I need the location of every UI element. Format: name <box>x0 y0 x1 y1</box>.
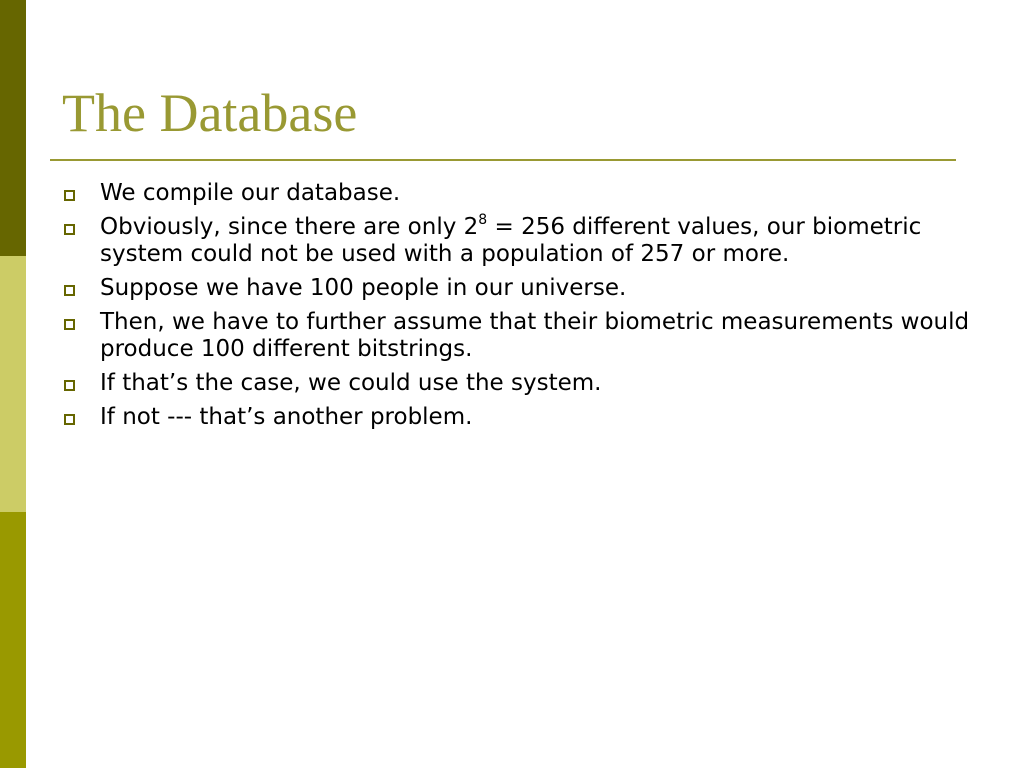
bullet-superscript: 8 <box>478 212 488 229</box>
decorative-side-bar <box>0 0 26 768</box>
bullet-text: Suppose we have 100 people in our universe. <box>100 275 627 301</box>
hollow-square-bullet-icon <box>64 380 75 391</box>
hollow-square-bullet-icon <box>64 190 75 201</box>
side-bar-segment-dark <box>0 0 26 256</box>
bullet-item <box>62 180 972 207</box>
hollow-square-bullet-icon <box>64 224 75 235</box>
bullet-text: If not --- that’s another problem. <box>100 404 473 430</box>
bullet-item <box>62 214 972 268</box>
hollow-square-bullet-icon <box>64 319 75 330</box>
side-bar-segment-light <box>0 256 26 512</box>
bullet-list <box>62 180 972 438</box>
bullet-item <box>62 309 972 363</box>
side-bar-segment-medium <box>0 512 26 768</box>
slide-title: The Database <box>62 83 358 143</box>
bullet-item <box>62 370 972 397</box>
bullet-text: We compile our database. <box>100 180 401 206</box>
hollow-square-bullet-icon <box>64 414 75 425</box>
bullet-text: If that’s the case, we could use the system. <box>100 370 602 396</box>
bullet-text: Then, we have to further assume that their biometric measurements would produce 100 different bitstrings. <box>100 309 970 362</box>
bullet-text-after-superscript: = 256 different values, our biometric system could not be used with a population of 257 or more. <box>100 214 922 267</box>
bullet-item <box>62 404 972 431</box>
bullet-item <box>62 275 972 302</box>
bullet-text-before-superscript: Obviously, since there are only 2 <box>100 214 479 240</box>
hollow-square-bullet-icon <box>64 285 75 296</box>
title-underline-rule <box>50 159 956 161</box>
